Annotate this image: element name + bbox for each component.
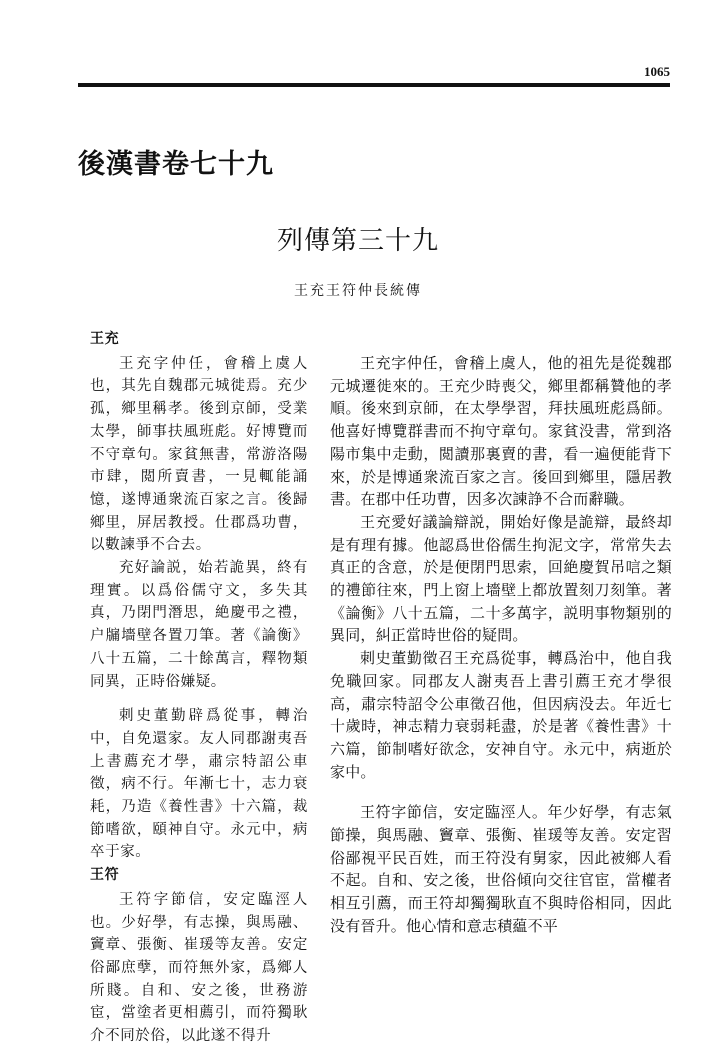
classical-paragraph-1: 王充字仲任，會稽上虞人也，其先自魏郡元城徙焉。充少孤，鄉里稱孝。後到京師，受業太學，師事扶風班彪。好博覽而不守章句。家貧無書，常游洛陽市肆，閲所賣書，一見輒能誦憶，遂博通衆流百家之言。後歸鄉里，屏居教授。仕郡爲功曹，以數諫爭不合去。 (90, 355, 308, 554)
classical-paragraph-2: 充好論説，始若詭異，終有理實。以爲俗儒守文，多失其真，乃閉門潛思，絶慶弔之禮，户牖墻壁各置刀筆。著《論衡》八十五篇，二十餘萬言，釋物類同異，正時俗嫌疑。 (90, 560, 308, 690)
modern-translation-column (330, 328, 672, 938)
page-number: 1065 (644, 64, 670, 79)
paragraph-gap (90, 693, 308, 705)
classical-text-column (90, 328, 308, 1048)
translation-paragraph-1: 王充字仲任，會稽上虞人，他的祖先是從魏郡元城遷徙來的。王充少時喪父，鄉里都稱贊他的孝順。後來到京師，在太學學習，拜扶風班彪爲師。他喜好博覽群書而不拘守章句。家貧没書，常到洛陽市集中走動，閲讀那裏賣的書，看一遍便能背下來，於是博通衆流百家之言。後回到鄉里，隱居教書。在郡中任功曹，因多次諫諍不合而辭職。 (330, 354, 672, 509)
chapter-subtitle: 王充王符仲長統傳 (294, 283, 422, 299)
section-heading-wang-fu: 王符 (90, 867, 120, 884)
translation-paragraph-3: 刺史董勤徵召王充爲從事，轉爲治中，他自我免職回家。同郡友人謝夷吾上書引薦王充才學很高，肅宗特詔令公車徵召他，但因病没去。年近七十歲時，神志精力衰弱耗盡，於是著《養性書》十六篇，節制嗜好欲念，安神自守。永元中，病逝於家中。 (330, 649, 672, 781)
header-rule (78, 83, 670, 87)
heading-spacer (330, 328, 672, 352)
translation-paragraph-4: 王符字節信，安定臨涇人。年少好學，有志氣節操，與馬融、竇章、張衡、崔瑗等友善。安定習俗鄙視平民百姓，而王符没有舅家，因此被鄉人看不起。自和、安之後，世俗傾向交往官宦，當權者相互引薦，而王符却獨獨耿直不與時俗相同，因此没有晉升。他心情和意志積藴不平 (330, 803, 672, 935)
section-heading-wang-chong: 王充 (90, 331, 120, 347)
classical-paragraph-4: 王符字節信，安定臨涇人也。少好學，有志操，與馬融、竇章、張衡、崔瑗等友善。安定俗鄙庶孽，而符無外家，爲鄉人所賤。自和、安之後，世務游宦，當塗者更相薦引，而符獨耿介不同於俗，以此遂不得升 (90, 891, 308, 1045)
classical-paragraph-3: 刺史董勤辟爲從事，轉治中，自免還家。友人同郡謝夷吾上書薦充才學，肅宗特詔公車徵，病不行。年漸七十，志力衰耗，乃造《養性書》十六篇，裁節嗜欲，頤神自守。永元中，病卒于家。 (90, 708, 308, 861)
translation-paragraph-2: 王充愛好議論辯説，開始好像是詭辯，最終却是有理有據。他認爲世俗儒生拘泥文字，常常失去真正的含意，於是便閉門思索，回絶慶賀吊唁之類的禮節往來，門上窗上墻壁上都放置刻刀刻筆。著《論衡》八十五篇，二十多萬字，説明事物類别的異同，糾正當時世俗的疑問。 (330, 512, 672, 645)
chapter-title: 列傳第三十九 (276, 226, 439, 256)
book-title: 後漢書卷七十九 (78, 149, 274, 180)
paragraph-gap (330, 783, 672, 801)
